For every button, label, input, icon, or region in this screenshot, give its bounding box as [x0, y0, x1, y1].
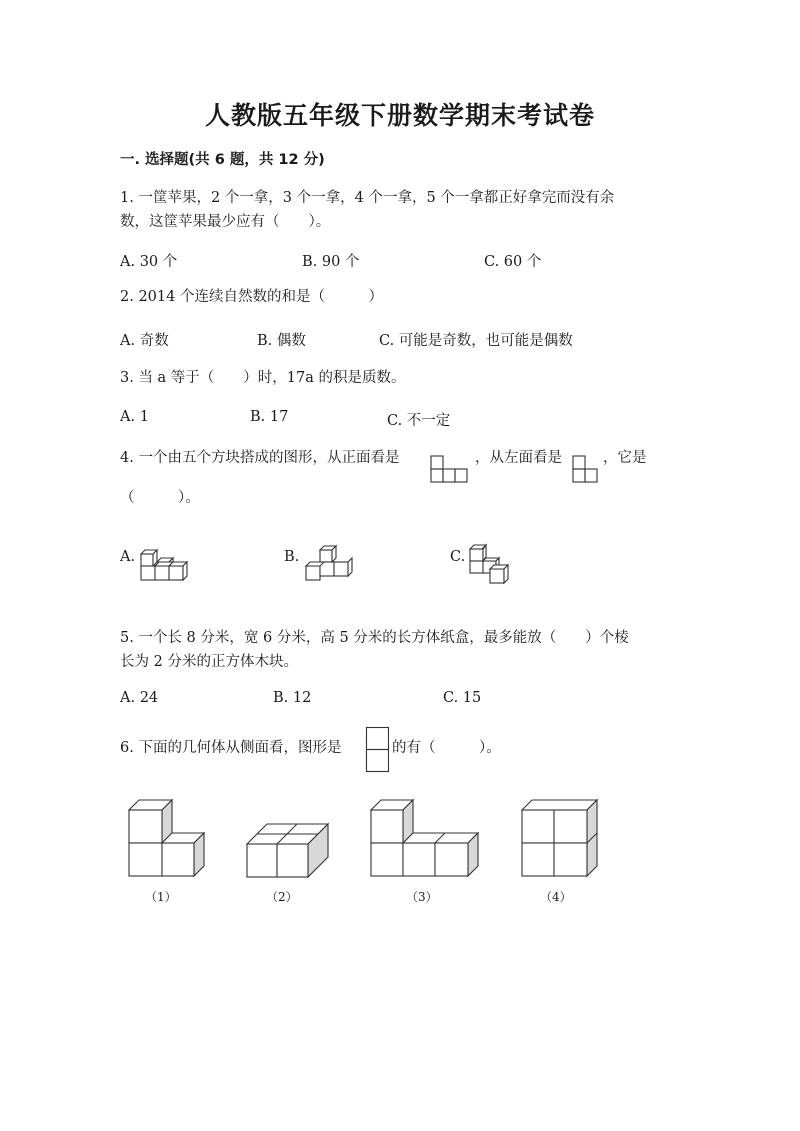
q4-option-b: B. [284, 549, 300, 565]
question-4-line-2: （ ）。 [120, 490, 200, 506]
q2-option-a: A. 奇数 [120, 333, 169, 349]
q6-figure-1 [128, 798, 208, 880]
q5-option-c: C. 15 [443, 690, 482, 706]
question-1-line-2: 数，这筐苹果最少应有（ ）。 [120, 214, 331, 230]
q3-option-a: A. 1 [120, 409, 149, 425]
q6-figure-4 [521, 798, 601, 880]
q6-caption-3: （3） [406, 890, 438, 904]
q5-option-a: A. 24 [120, 690, 159, 706]
q4-option-c-figure [468, 543, 520, 589]
question-6-part-2: 的有（ ）。 [392, 740, 501, 756]
side-view-figure [365, 726, 391, 776]
front-view-figure [430, 455, 472, 485]
question-5-line-1: 5. 一个长 8 分米，宽 6 分米，高 5 分米的长方体纸盒，最多能放（ ）个棱 [120, 630, 629, 646]
q4-option-a-figure [137, 546, 189, 586]
section-heading: 一. 选择题(共 6 题，共 12 分) [120, 152, 325, 168]
page-title: 人教版五年级下册数学期末考试卷 [204, 101, 595, 130]
question-5-line-2: 长为 2 分米的正方体木块。 [120, 654, 298, 670]
question-4-part-2: ，从左面看是 [475, 450, 562, 466]
q4-option-c: C. [450, 549, 466, 565]
q5-option-b: B. 12 [273, 690, 312, 706]
question-6-part-1: 6. 下面的几何体从侧面看，图形是 [120, 740, 342, 756]
question-4-part-1: 4. 一个由五个方块搭成的图形，从正面看是 [120, 450, 400, 466]
q2-option-b: B. 偶数 [257, 333, 306, 349]
q6-figure-2 [246, 822, 330, 880]
left-view-figure [572, 455, 602, 485]
q1-option-c: C. 60 个 [484, 254, 542, 270]
q3-option-c: C. 不一定 [387, 413, 451, 429]
q4-option-a: A. [120, 549, 136, 565]
q6-caption-4: （4） [540, 890, 572, 904]
question-1-line-1: 1. 一筐苹果，2 个一拿，3 个一拿，4 个一拿，5 个一拿都正好拿完而没有余 [120, 190, 615, 206]
q6-caption-1: （1） [145, 890, 177, 904]
question-4-part-3: ，它是 [603, 450, 647, 466]
question-3-line-1: 3. 当 a 等于（ ）时，17a 的积是质数。 [120, 370, 406, 386]
q4-option-b-figure [302, 544, 354, 584]
q3-option-b: B. 17 [250, 409, 289, 425]
q6-figure-3 [370, 798, 482, 880]
q2-option-c: C. 可能是奇数，也可能是偶数 [379, 333, 573, 349]
q1-option-a: A. 30 个 [120, 254, 178, 270]
question-2-line-1: 2. 2014 个连续自然数的和是（ ） [120, 289, 383, 305]
q6-caption-2: （2） [266, 890, 298, 904]
q1-option-b: B. 90 个 [302, 254, 360, 270]
